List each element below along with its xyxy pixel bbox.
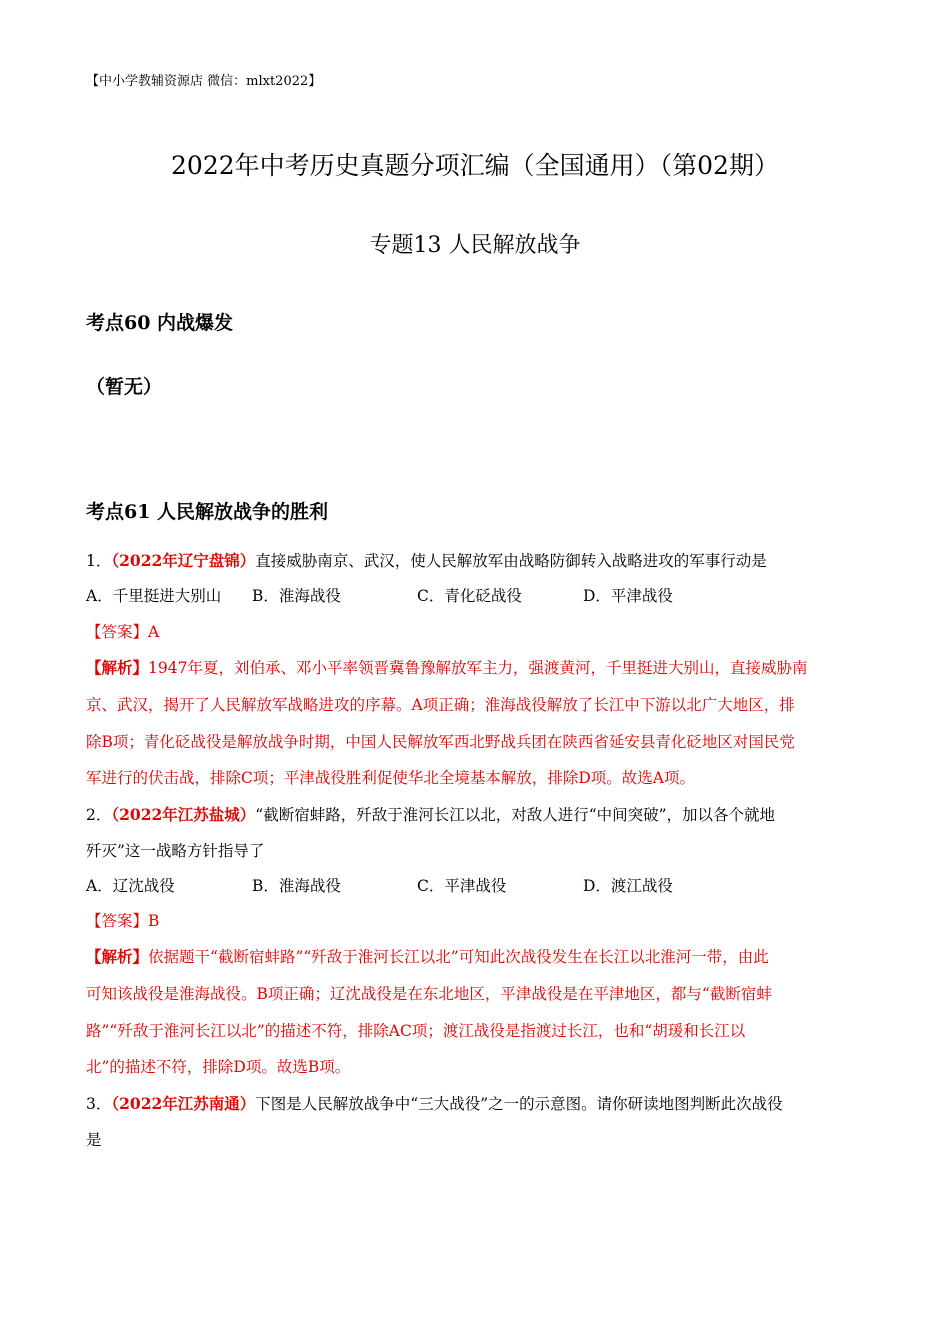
question-text: “截断宿蚌路，歼敌于淮河长江以北，对敌人进行“中间突破”，加以各个就地 — [255, 806, 776, 824]
analysis-label: 【解析】 — [86, 947, 149, 966]
section-61-title: 考点61 人民解放战争的胜利 — [86, 501, 329, 523]
question-2-analysis-line: 北”的描述不符，排除D项。故选B项。 — [86, 1058, 351, 1076]
question-number: 3． — [86, 1095, 112, 1113]
question-1-options — [86, 584, 886, 606]
option-d: D．平津战役 — [583, 587, 673, 605]
option-c: C．青化砭战役 — [417, 587, 522, 605]
topic-title: 专题13 人民解放战争 — [369, 233, 581, 258]
question-2-analysis-line: 【解析】依据题干“截断宿蚌路”“歼敌于淮河长江以北”可知此次战役发生在长江以北淮河一带，由此 — [86, 947, 769, 966]
question-source: （2022年辽宁盘锦） — [111, 551, 256, 570]
question-1-answer: 【答案】A — [86, 623, 160, 641]
header-note: 【中小学教辅资源店 微信：mlxt2022】 — [86, 74, 322, 89]
question-2-stem-continued: 歼灭”这一战略方针指导了 — [86, 842, 265, 860]
question-2-options — [86, 874, 886, 896]
option-a: A．千里挺进大别山 — [86, 587, 222, 605]
option-c: C．平津战役 — [417, 877, 507, 895]
document-title: 2022年中考历史真题分项汇编（全国通用）（第02期） — [171, 151, 779, 180]
option-b: B．淮海战役 — [252, 877, 341, 895]
question-2-analysis-line: 可知该战役是淮海战役。B项正确；辽沈战役是在东北地区，平津战役是在平津地区，都与“截断宿蚌 — [86, 985, 772, 1003]
question-3-stem — [86, 1092, 783, 1114]
question-2-analysis-line: 路”“歼敌于淮河长江以北”的描述不符，排除AC项；渡江战役是指渡过长江，也和“胡瑗和长江以 — [86, 1022, 746, 1040]
question-3-stem-continued: 是 — [86, 1131, 102, 1149]
question-number: 1． — [86, 552, 112, 570]
section-60-none: （暂无） — [86, 376, 163, 398]
option-d: D．渡江战役 — [583, 877, 673, 895]
question-1-analysis-line: 军进行的伏击战，排除C项；平津战役胜利促使华北全境基本解放，排除D项。故选A项。 — [86, 769, 695, 787]
question-2-stem — [86, 803, 775, 825]
option-a: A．辽沈战役 — [86, 877, 175, 895]
analysis-label: 【解析】 — [86, 658, 149, 677]
section-60-title: 考点60 内战爆发 — [86, 312, 234, 334]
question-number: 2． — [86, 806, 112, 824]
question-text: 直接威胁南京、武汉，使人民解放军由战略防御转入战略进攻的军事行动是 — [255, 552, 767, 570]
question-source: （2022年江苏南通） — [111, 1094, 256, 1113]
question-text: 下图是人民解放战争中“三大战役”之一的示意图。请你研读地图判断此次战役 — [255, 1095, 783, 1113]
question-source: （2022年江苏盐城） — [111, 805, 256, 824]
question-1-analysis-line: 京、武汉，揭开了人民解放军战略进攻的序幕。A项正确；淮海战役解放了长江中下游以北广大地区，排 — [86, 696, 795, 714]
question-1-stem — [86, 549, 767, 571]
question-1-analysis-line: 除B项；青化砭战役是解放战争时期，中国人民解放军西北野战兵团在陕西省延安县青化砭地区对国民党 — [86, 733, 795, 751]
question-1-analysis-line: 【解析】1947年夏，刘伯承、邓小平率领晋冀鲁豫解放军主力，强渡黄河，千里挺进大别山，直接威胁南 — [86, 658, 808, 677]
option-b: B．淮海战役 — [252, 587, 341, 605]
question-2-answer: 【答案】B — [86, 912, 160, 930]
